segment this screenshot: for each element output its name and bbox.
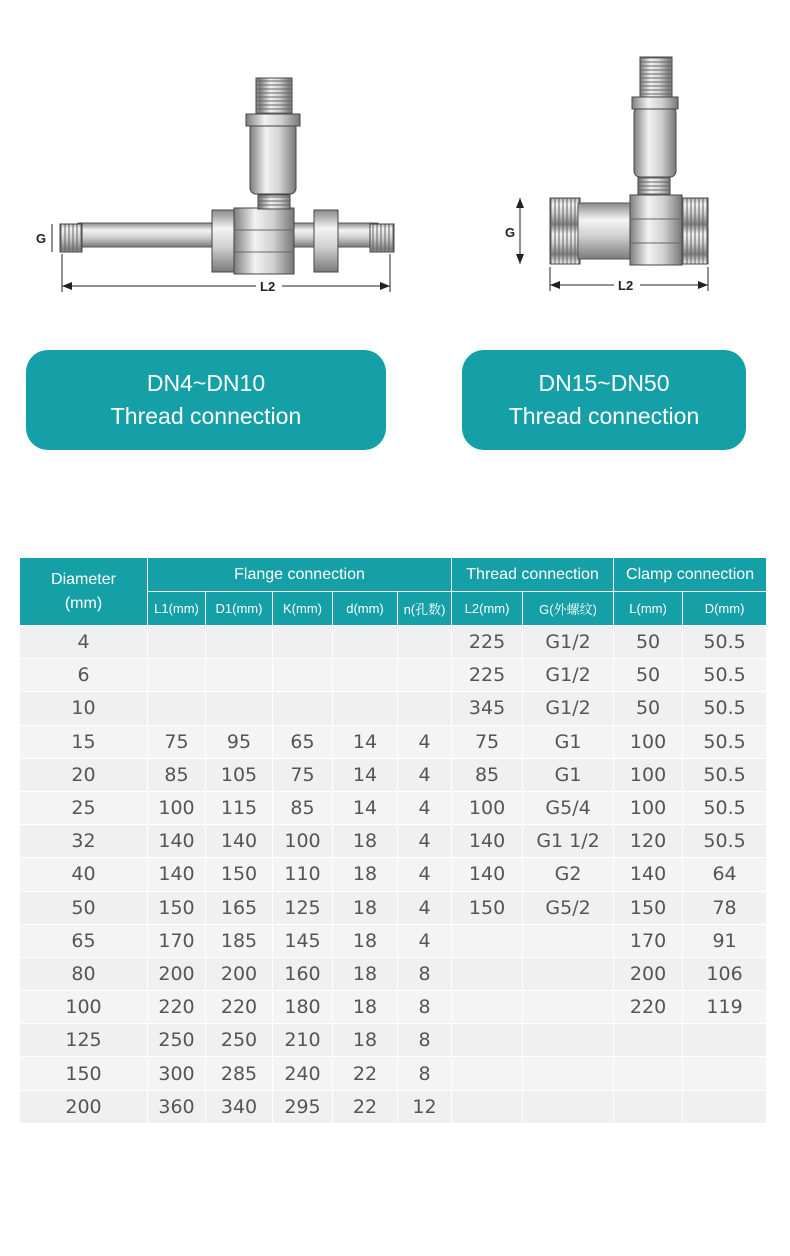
table-cell: G5/4	[523, 791, 614, 824]
table-cell: 18	[333, 858, 398, 891]
table-cell: 50.5	[683, 825, 767, 858]
table-cell: 100	[452, 791, 523, 824]
table-cell: 22	[333, 1057, 398, 1090]
table-cell	[148, 692, 206, 725]
table-cell: G1/2	[523, 692, 614, 725]
diameter-cell: 50	[20, 891, 148, 924]
connection-card-dn4-dn10	[26, 350, 386, 450]
column-header: n(孔数)	[398, 592, 452, 626]
table-cell	[452, 1024, 523, 1057]
table-cell	[148, 659, 206, 692]
table-cell: 8	[398, 991, 452, 1024]
table-cell	[614, 1024, 683, 1057]
table-cell: 75	[452, 725, 523, 758]
table-cell: 140	[148, 858, 206, 891]
table-cell: G1	[523, 725, 614, 758]
table-cell: G1/2	[523, 659, 614, 692]
diameter-cell: 6	[20, 659, 148, 692]
diameter-cell: 100	[20, 991, 148, 1024]
diameter-cell: 15	[20, 725, 148, 758]
table-cell: 14	[333, 725, 398, 758]
table-cell	[452, 924, 523, 957]
table-cell: 150	[148, 891, 206, 924]
g-dimension-label-left: G	[36, 231, 47, 246]
table-cell: 115	[206, 791, 273, 824]
table-cell: G1/2	[523, 626, 614, 659]
table-cell: G1	[523, 758, 614, 791]
table-cell: 220	[148, 991, 206, 1024]
table-cell: 110	[273, 858, 333, 891]
table-cell: 4	[398, 891, 452, 924]
table-row	[20, 991, 767, 1024]
table-cell: 8	[398, 957, 452, 990]
table-cell: 200	[614, 957, 683, 990]
table-cell	[206, 692, 273, 725]
table-cell: 185	[206, 924, 273, 957]
thread-connection-header: Thread connection	[452, 558, 614, 592]
table-cell	[206, 659, 273, 692]
diameter-cell: 150	[20, 1057, 148, 1090]
table-cell	[523, 924, 614, 957]
table-cell	[398, 692, 452, 725]
table-cell	[614, 1057, 683, 1090]
card-type: Thread connection	[508, 403, 700, 429]
table-cell: 360	[148, 1090, 206, 1123]
table-row	[20, 692, 767, 725]
table-cell: 50	[614, 659, 683, 692]
table-cell: 18	[333, 825, 398, 858]
table-cell	[683, 1090, 767, 1123]
table-cell	[523, 1024, 614, 1057]
diameter-cell: 40	[20, 858, 148, 891]
column-header: L(mm)	[614, 592, 683, 626]
table-cell: 180	[273, 991, 333, 1024]
table-cell	[452, 1057, 523, 1090]
specification-table	[19, 557, 766, 1124]
table-cell: 100	[614, 758, 683, 791]
diameter-cell: 10	[20, 692, 148, 725]
small-bore-meter-drawing	[20, 40, 410, 310]
table-cell: 75	[273, 758, 333, 791]
table-cell: 145	[273, 924, 333, 957]
table-cell	[398, 659, 452, 692]
table-row	[20, 891, 767, 924]
table-cell: 125	[273, 891, 333, 924]
table-cell: 8	[398, 1057, 452, 1090]
table-cell: 170	[614, 924, 683, 957]
table-cell: 106	[683, 957, 767, 990]
table-cell: 340	[206, 1090, 273, 1123]
table-cell: 200	[148, 957, 206, 990]
table-cell: 75	[148, 725, 206, 758]
table-cell: 200	[206, 957, 273, 990]
table-cell: 91	[683, 924, 767, 957]
table-row	[20, 626, 767, 659]
connection-card-dn15-dn50	[462, 350, 746, 450]
table-cell: 150	[206, 858, 273, 891]
table-cell: 12	[398, 1090, 452, 1123]
table-cell: 285	[206, 1057, 273, 1090]
table-cell: 105	[206, 758, 273, 791]
table-cell: 50.5	[683, 626, 767, 659]
table-cell: 78	[683, 891, 767, 924]
table-cell: 64	[683, 858, 767, 891]
table-cell	[452, 1090, 523, 1123]
card-range: DN15~DN50	[538, 370, 670, 396]
table-cell: 4	[398, 858, 452, 891]
table-cell: 50	[614, 692, 683, 725]
table-cell: 225	[452, 626, 523, 659]
table-cell: 50.5	[683, 725, 767, 758]
table-cell	[333, 659, 398, 692]
diameter-cell: 20	[20, 758, 148, 791]
table-cell: 22	[333, 1090, 398, 1123]
table-row	[20, 725, 767, 758]
clamp-connection-header: Clamp connection	[614, 558, 767, 592]
table-cell: 119	[683, 991, 767, 1024]
table-cell	[273, 659, 333, 692]
table-cell: 85	[148, 758, 206, 791]
table-cell	[333, 626, 398, 659]
table-cell: 18	[333, 1024, 398, 1057]
table-cell	[523, 1057, 614, 1090]
table-cell: 4	[398, 725, 452, 758]
diameter-cell: 25	[20, 791, 148, 824]
table-cell	[273, 692, 333, 725]
table-cell: 170	[148, 924, 206, 957]
card-type: Thread connection	[110, 403, 302, 429]
table-cell: 220	[614, 991, 683, 1024]
table-cell: 95	[206, 725, 273, 758]
table-cell: 50.5	[683, 659, 767, 692]
table-row	[20, 957, 767, 990]
table-cell: 140	[148, 825, 206, 858]
table-cell	[523, 991, 614, 1024]
table-cell	[683, 1024, 767, 1057]
table-cell: 150	[614, 891, 683, 924]
diameter-cell: 4	[20, 626, 148, 659]
card-range: DN4~DN10	[146, 370, 266, 396]
table-cell: G1 1/2	[523, 825, 614, 858]
table-cell: 345	[452, 692, 523, 725]
table-row	[20, 791, 767, 824]
table-cell: 50.5	[683, 692, 767, 725]
table-cell: 4	[398, 791, 452, 824]
g-dimension-label-right: G	[505, 225, 516, 240]
table-cell: 18	[333, 891, 398, 924]
table-row	[20, 825, 767, 858]
table-cell	[523, 957, 614, 990]
table-cell: 4	[398, 924, 452, 957]
table-cell: 85	[452, 758, 523, 791]
table-cell: 50.5	[683, 791, 767, 824]
table-cell: 85	[273, 791, 333, 824]
flange-connection-header: Flange connection	[148, 558, 452, 592]
table-cell	[523, 1090, 614, 1123]
table-cell: 220	[206, 991, 273, 1024]
table-cell	[333, 692, 398, 725]
table-row	[20, 758, 767, 791]
table-cell: 18	[333, 991, 398, 1024]
table-cell: 100	[148, 791, 206, 824]
diameter-cell: 80	[20, 957, 148, 990]
table-cell: 100	[614, 791, 683, 824]
table-row	[20, 858, 767, 891]
table-cell	[148, 626, 206, 659]
table-row	[20, 659, 767, 692]
column-header: D1(mm)	[206, 592, 273, 626]
table-cell: 100	[614, 725, 683, 758]
table-cell: 240	[273, 1057, 333, 1090]
table-cell	[452, 957, 523, 990]
table-cell: 160	[273, 957, 333, 990]
diameter-cell: 125	[20, 1024, 148, 1057]
column-header: D(mm)	[683, 592, 767, 626]
table-row	[20, 924, 767, 957]
table-cell: 100	[273, 825, 333, 858]
table-cell: 14	[333, 758, 398, 791]
table-cell	[683, 1057, 767, 1090]
table-cell: 4	[398, 758, 452, 791]
column-header: L2(mm)	[452, 592, 523, 626]
diameter-cell: 65	[20, 924, 148, 957]
table-cell: 150	[452, 891, 523, 924]
table-cell: 140	[452, 858, 523, 891]
table-cell	[452, 991, 523, 1024]
diameter-cell: 32	[20, 825, 148, 858]
column-header: d(mm)	[333, 592, 398, 626]
table-cell: 225	[452, 659, 523, 692]
table-cell: 140	[452, 825, 523, 858]
table-cell: 140	[206, 825, 273, 858]
column-header: G(外螺纹)	[523, 592, 614, 626]
table-cell: 14	[333, 791, 398, 824]
table-row	[20, 1057, 767, 1090]
l2-dimension-label-right: L2	[618, 278, 634, 293]
table-cell: 250	[148, 1024, 206, 1057]
diameter-cell: 200	[20, 1090, 148, 1123]
table-row	[20, 1024, 767, 1057]
table-cell	[206, 626, 273, 659]
table-cell: 210	[273, 1024, 333, 1057]
table-cell: 300	[148, 1057, 206, 1090]
table-cell: 18	[333, 924, 398, 957]
column-header: K(mm)	[273, 592, 333, 626]
diameter-header: Diameter (mm)	[20, 558, 148, 626]
table-cell: 65	[273, 725, 333, 758]
table-cell: 165	[206, 891, 273, 924]
table-cell: G2	[523, 858, 614, 891]
large-bore-meter-drawing	[490, 45, 730, 310]
table-cell: 4	[398, 825, 452, 858]
l2-dimension-label-left: L2	[260, 279, 276, 294]
table-cell: 295	[273, 1090, 333, 1123]
table-cell: 140	[614, 858, 683, 891]
table-cell	[614, 1090, 683, 1123]
table-row	[20, 1090, 767, 1123]
table-cell: 50.5	[683, 758, 767, 791]
column-header: L1(mm)	[148, 592, 206, 626]
table-cell	[398, 626, 452, 659]
table-cell: 120	[614, 825, 683, 858]
table-cell: 18	[333, 957, 398, 990]
table-cell: 8	[398, 1024, 452, 1057]
table-cell	[273, 626, 333, 659]
table-cell: 250	[206, 1024, 273, 1057]
table-cell: G5/2	[523, 891, 614, 924]
table-cell: 50	[614, 626, 683, 659]
